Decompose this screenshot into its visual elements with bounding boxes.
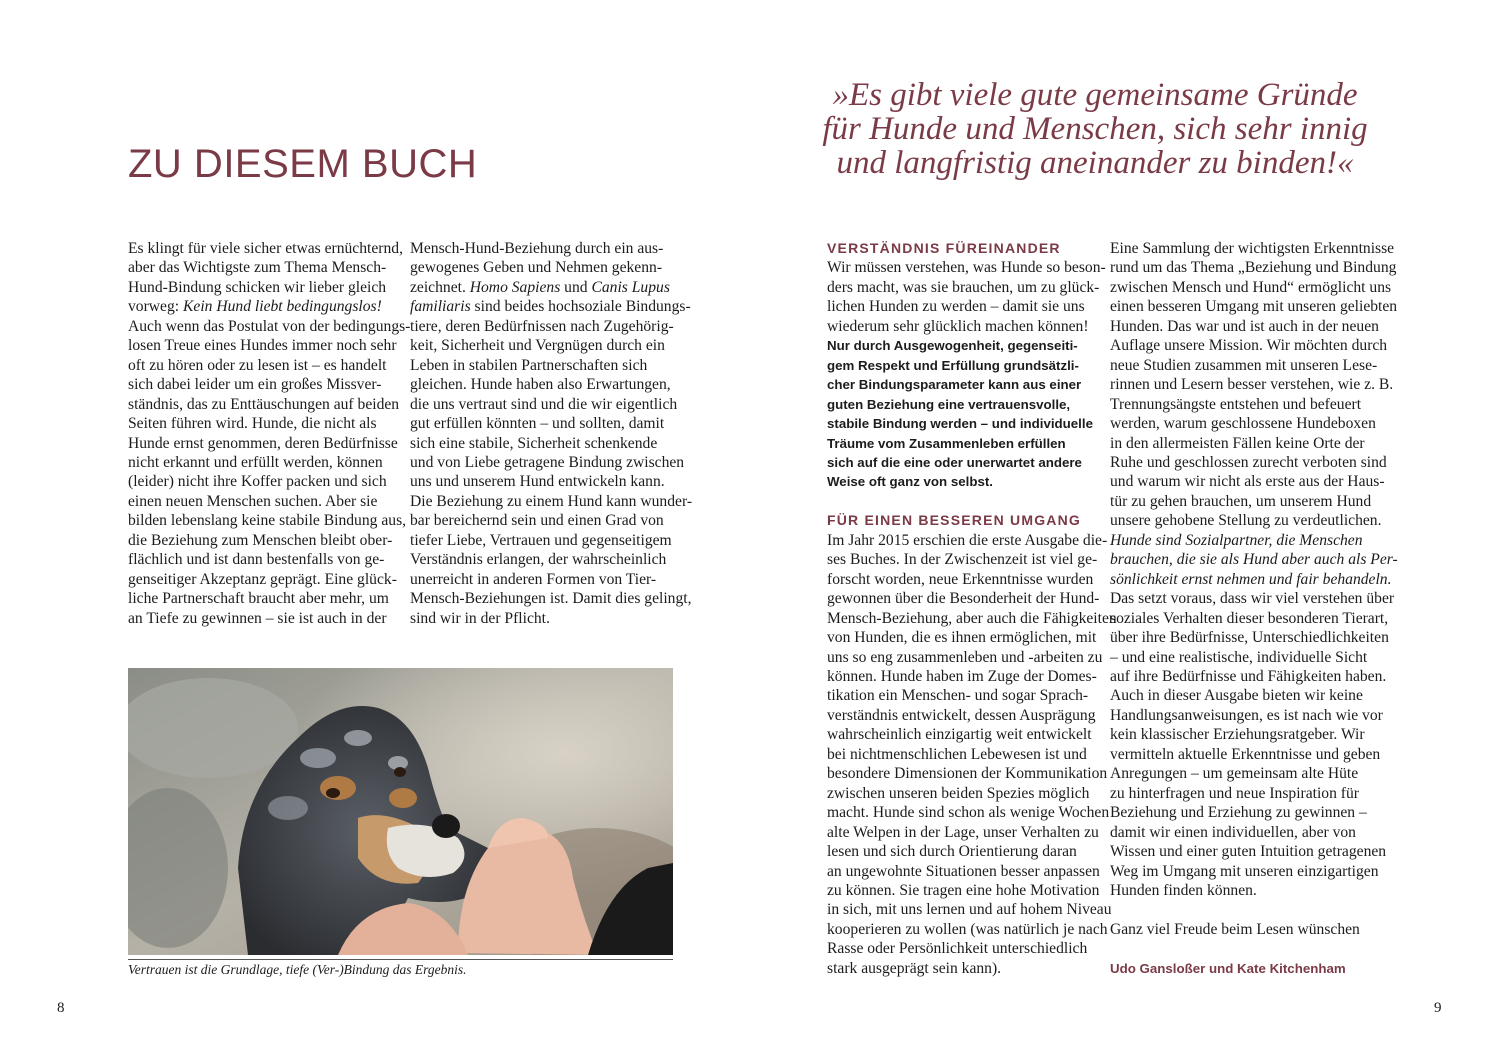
section-heading: FÜR EINEN BESSEREN UMGANG bbox=[827, 512, 1082, 529]
text-line: wahrscheinlich einzigartig weit entwickelt bbox=[827, 726, 1092, 744]
text-line: Auch wenn das Postulat von der bedingungs- bbox=[128, 317, 411, 335]
authors: Udo Gansloßer und Kate Kitchenham bbox=[1110, 960, 1346, 976]
text-line: Mensch-Beziehungen ist. Damit dies gelingt, bbox=[410, 590, 692, 608]
emphasis-line: brauchen, die sie als Hund aber auch als Per- bbox=[1110, 551, 1398, 569]
text-line: Die Beziehung zu einem Hund kann wunder- bbox=[410, 492, 693, 510]
quote-line: und langfristig aneinander zu binden!« bbox=[836, 145, 1354, 181]
text-line: an ungewohnte Situationen besser anpassen bbox=[827, 862, 1100, 880]
text-line: Seiten führen wird. Hunde, die nicht als bbox=[128, 415, 377, 433]
text-line: vermitteln aktuelle Erkenntnisse und geben bbox=[1110, 745, 1381, 763]
text-line: werden, warum geschlossene Hundeboxen bbox=[1110, 415, 1376, 433]
right-column-1 bbox=[827, 239, 1117, 978]
text-line: einen neuen Menschen suchen. Aber sie bbox=[128, 492, 378, 510]
text-line bbox=[410, 278, 680, 297]
text-line: neue Studien zusammen mit unseren Lese- bbox=[1110, 356, 1378, 374]
text-line: aber das Wichtigste zum Thema Mensch- bbox=[128, 259, 387, 277]
text-line: besondere Dimensionen der Kommunikation bbox=[827, 765, 1108, 783]
text-line: ständnis, das zu Enttäuschungen auf beiden bbox=[128, 395, 400, 413]
text-line: Im Jahr 2015 erschien die erste Ausgabe die- bbox=[827, 531, 1108, 549]
bold-line: Nur durch Ausgewogenheit, gegenseiti- bbox=[827, 338, 1078, 354]
text-line: lesen und sich durch Orientierung daran bbox=[827, 843, 1077, 861]
text-line: rund um das Thema „Beziehung und Bindung bbox=[1110, 259, 1397, 277]
text-line: – und eine realistische, individuelle Sicht bbox=[1110, 648, 1368, 666]
text-line: auf ihre Bedürfnisse und Fähigkeiten haben. bbox=[1110, 667, 1387, 685]
text-line: kein klassischer Erziehungsratgeber. Wir bbox=[1110, 726, 1365, 744]
text-line: Rasse oder Persönlichkeit unterschiedlich bbox=[827, 940, 1088, 958]
text-line: können. Hunde haben im Zuge der Domes- bbox=[827, 667, 1097, 685]
text-line: sind wir in der Pflicht. bbox=[410, 609, 550, 627]
text-line: flächlich und ist dann bestenfalls von ge- bbox=[128, 551, 385, 569]
text-line: bar bereichernd sein und einen Grad von bbox=[410, 512, 664, 530]
text-line: gewonnen über die Besonderheit der Hund- bbox=[827, 590, 1100, 608]
text-fragment: und bbox=[560, 278, 592, 296]
text-line: soziales Verhalten dieser besonderen Tierart, bbox=[1110, 609, 1389, 627]
bold-line: cher Bindungsparameter kann aus einer bbox=[827, 377, 1082, 393]
text-line: tiere, deren Bedürfnissen nach Zugehörig- bbox=[410, 317, 674, 335]
text-line: lichen Hunden zu werden – damit sie uns bbox=[827, 298, 1085, 316]
text-line: Hund-Bindung schicken wir lieber gleich bbox=[128, 278, 387, 296]
text-fragment: vorweg: bbox=[128, 298, 183, 316]
text-line: stark ausgeprägt sein kann). bbox=[827, 959, 1002, 977]
text-line: tikation ein Menschen- und sogar Sprach- bbox=[827, 687, 1089, 705]
species-name: Homo Sapiens bbox=[469, 278, 561, 296]
text-line: Hunden. Das war und ist auch in der neuen bbox=[1110, 317, 1379, 335]
text-line: Weg im Umgang mit unseren einzigartigen bbox=[1110, 862, 1379, 880]
text-line: gut erfüllen könnten – und sollten, damit bbox=[410, 415, 665, 433]
text-line: ders macht, was sie brauchen, um zu glück- bbox=[827, 278, 1100, 296]
emphasis-line: Hunde sind Sozialpartner, die Menschen bbox=[1110, 531, 1363, 549]
text-line: oft zu hören oder zu lesen ist – es handelt bbox=[128, 356, 387, 374]
text-line: Auch in dieser Ausgabe bieten wir keine bbox=[1110, 687, 1363, 705]
bold-line: guten Beziehung eine vertrauensvolle, bbox=[827, 396, 1071, 412]
text-line: rinnen und Lesern besser verstehen, wie z. B. bbox=[1110, 376, 1394, 394]
text-fragment: zeichnet. bbox=[410, 278, 470, 296]
emphasis-text: Kein Hund liebt bedingungslos! bbox=[183, 298, 382, 316]
text-line: Trennungsängste entstehen und befeuert bbox=[1110, 395, 1362, 413]
text-line bbox=[410, 297, 691, 316]
text-line: und warum wir nicht als erste aus der Haus- bbox=[1110, 473, 1385, 491]
text-line: keit, Sicherheit und Vergnügen durch ein bbox=[410, 337, 665, 355]
text-line: damit wir einen individuellen, aber von bbox=[1110, 823, 1356, 841]
text-line: verständnis entwickelt, dessen Ausprägung bbox=[827, 706, 1096, 724]
text-line: gleichen. Hunde haben also Erwartungen, bbox=[410, 376, 671, 394]
quote-line: »Es gibt viele gute gemeinsame Gründe bbox=[832, 77, 1358, 113]
closing-line: Ganz viel Freude beim Lesen wünschen bbox=[1110, 920, 1360, 938]
spacer bbox=[1110, 939, 1380, 958]
section-heading: VERSTÄNDNIS FÜREINANDER bbox=[827, 240, 1061, 256]
text-line: Es klingt für viele sicher etwas ernüchternd, bbox=[128, 240, 403, 257]
text-line: Das setzt voraus, dass wir viel verstehen über bbox=[1110, 590, 1395, 608]
bold-line: Weise oft ganz von selbst. bbox=[827, 474, 993, 490]
text-line: Hunde ernst genommen, deren Bedürfnisse bbox=[128, 434, 398, 452]
text-line: tür zu gehen brauchen, um unserem Hund bbox=[1110, 492, 1372, 510]
text-line: Mensch-Beziehung, aber auch die Fähigkeiten bbox=[827, 609, 1117, 627]
text-line: Eine Sammlung der wichtigsten Erkenntnisse bbox=[1110, 240, 1395, 257]
text-line: zu hinterfragen und neue Inspiration für bbox=[1110, 784, 1359, 802]
bold-line: Träume vom Zusammenleben erfüllen bbox=[827, 435, 1066, 451]
text-line: einen besseren Umgang mit unseren geliebten bbox=[1110, 298, 1398, 316]
text-line: kooperieren zu wollen (was natürlich je nach bbox=[827, 920, 1108, 938]
text-line: tiefer Liebe, Vertrauen und gegenseitigem bbox=[410, 531, 672, 549]
emphasis-line: sönlichkeit ernst nehmen und fair behandeln. bbox=[1110, 570, 1392, 588]
text-line: ses Buches. In der Zwischenzeit ist viel ge- bbox=[827, 551, 1098, 569]
text-line: in den allermeisten Fällen keine Orte der bbox=[1110, 434, 1365, 452]
text-line: Ruhe und geschlossen zurecht verboten sind bbox=[1110, 453, 1387, 471]
dog-photo bbox=[128, 668, 673, 955]
text-line: forscht worden, neue Erkenntnisse wurden bbox=[827, 570, 1094, 588]
text-line: macht. Hunde sind schon als wenige Wochen bbox=[827, 804, 1110, 822]
text-line bbox=[128, 297, 398, 316]
text-line: die Beziehung zum Menschen bleibt ober- bbox=[128, 531, 393, 549]
text-line: (leider) nicht ihre Koffer packen und sich bbox=[128, 473, 387, 491]
text-line: über ihre Bedürfnisse, Unterschiedlichkeiten bbox=[1110, 629, 1389, 647]
text-line: Verständnis erlangen, der wahrscheinlich bbox=[410, 551, 667, 569]
text-line: uns so eng zusammenleben und -arbeiten zu bbox=[827, 648, 1103, 666]
text-line: sich dabei leider um ein großes Missver- bbox=[128, 376, 382, 394]
page-number-right: 9 bbox=[1434, 1000, 1442, 1016]
text-line: Mensch-Hund-Beziehung durch ein aus- bbox=[410, 240, 664, 257]
pull-quote bbox=[790, 78, 1400, 180]
quote-line: für Hunde und Menschen, sich sehr innig bbox=[822, 111, 1368, 147]
text-line: wiederum sehr glücklich machen können! bbox=[827, 317, 1089, 335]
text-line: und von Liebe getragene Bindung zwischen bbox=[410, 453, 685, 471]
text-line: liche Partnerschaft braucht aber mehr, um bbox=[128, 590, 389, 608]
text-line: unsere gehobene Stellung zu verdeutlichen. bbox=[1110, 512, 1382, 530]
text-line: Auflage unsere Mission. Wir möchten durch bbox=[1110, 337, 1388, 355]
text-line: Anregungen – um gemeinsam alte Hüte bbox=[1110, 765, 1359, 783]
text-line: bei nichtmenschlichen Lebewesen ist und bbox=[827, 745, 1087, 763]
bold-line: stabile Bindung werden – und individuelle bbox=[827, 416, 1093, 432]
spacer bbox=[827, 492, 1097, 511]
text-line: Wissen und einer guten Intuition getragenen bbox=[1110, 843, 1387, 861]
text-line: uns und unserem Hund entwickeln kann. bbox=[410, 473, 665, 491]
text-line: zwischen unseren beiden Spezies möglich bbox=[827, 784, 1090, 802]
text-line: zu können. Sie tragen eine hohe Motivation bbox=[827, 881, 1100, 899]
text-line: Leben in stabilen Partnerschaften sich bbox=[410, 356, 648, 374]
page-number-left: 8 bbox=[57, 1000, 65, 1016]
text-line: Handlungsanweisungen, es ist nach wie vor bbox=[1110, 706, 1383, 724]
text-line: sich eine stabile, Sicherheit schenkende bbox=[410, 434, 658, 452]
text-line: Wir müssen verstehen, was Hunde so beson- bbox=[827, 259, 1106, 277]
text-line: gewogenes Geben und Nehmen gekenn- bbox=[410, 259, 663, 277]
text-line: nicht erkannt und erfüllt werden, können bbox=[128, 453, 383, 471]
right-column-2 bbox=[1110, 239, 1398, 978]
text-line: die uns vertraut sind und die wir eigentlich bbox=[410, 395, 678, 413]
text-fragment: sind beides hochsoziale Bindungs- bbox=[470, 298, 691, 316]
text-line: an Tiefe zu gewinnen – sie ist auch in der bbox=[128, 609, 387, 627]
text-line: Beziehung und Erziehung zu gewinnen – bbox=[1110, 804, 1367, 822]
photo-caption: Vertrauen ist die Grundlage, tiefe (Ver-)Bindung das Ergebnis. bbox=[128, 962, 467, 977]
text-line: von Hunden, die es ihnen ermöglichen, mit bbox=[827, 629, 1097, 647]
spacer bbox=[1110, 900, 1380, 919]
left-column-2 bbox=[410, 239, 693, 628]
species-name: Canis Lupus bbox=[591, 278, 670, 296]
text-line: in sich, mit uns lernen und auf hohem Niveau bbox=[827, 901, 1112, 919]
text-line: alte Welpen in der Lage, unser Verhalten zu bbox=[827, 823, 1099, 841]
text-line: unerreicht in anderen Formen von Tier- bbox=[410, 570, 657, 588]
caption-rule bbox=[128, 959, 673, 960]
species-name: familiaris bbox=[410, 298, 471, 316]
text-line: genseitiger Akzeptanz geprägt. Eine glück- bbox=[128, 570, 397, 588]
text-line: losen Treue eines Hundes immer noch sehr bbox=[128, 337, 397, 355]
bold-line: gem Respekt und Erfüllung grundsätzli- bbox=[827, 357, 1079, 373]
text-line: bilden lebenslang keine stabile Bindung aus, bbox=[128, 512, 407, 530]
page-title: ZU DIESEM BUCH bbox=[128, 142, 478, 186]
left-column-1 bbox=[128, 239, 411, 628]
text-line: Hunden finden können. bbox=[1110, 881, 1257, 899]
text-line: zwischen Mensch und Hund“ ermöglicht uns bbox=[1110, 278, 1392, 296]
bold-line: sich auf die eine oder unerwartet andere bbox=[827, 454, 1082, 470]
